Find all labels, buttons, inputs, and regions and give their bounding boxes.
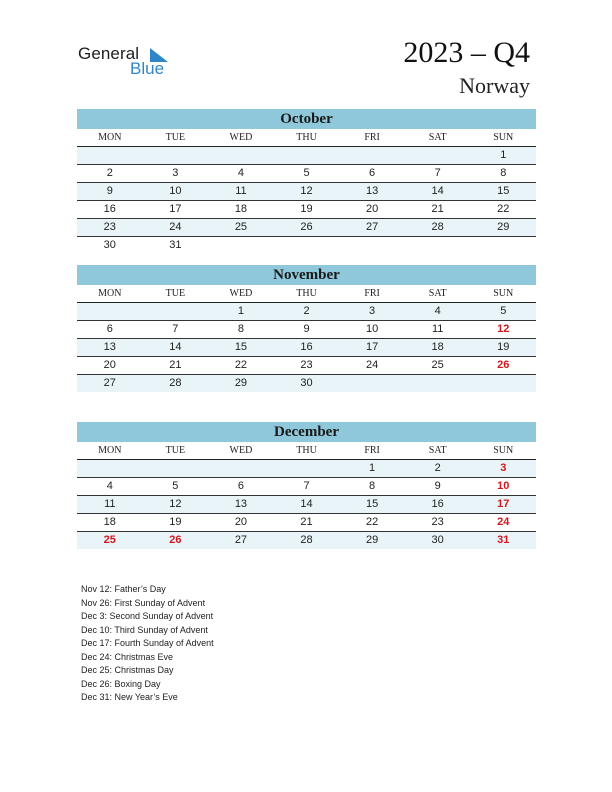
day-cell: 1	[500, 149, 507, 161]
empty-day-cell	[339, 147, 405, 164]
empty-day-cell	[470, 375, 536, 392]
day-cell: 16	[300, 341, 313, 353]
week-row	[77, 532, 536, 549]
week-row	[77, 219, 536, 237]
day-cell: 25	[234, 221, 248, 233]
week-row	[77, 460, 536, 478]
weekday-label: WED	[229, 288, 253, 299]
country-name: Norway	[459, 73, 530, 98]
month-october	[77, 109, 536, 254]
day-cell: 30	[431, 534, 444, 546]
day-cell: 1	[369, 462, 376, 474]
weekday-label: WED	[229, 132, 253, 143]
day-cell: 20	[365, 203, 379, 215]
week-row	[77, 237, 536, 254]
day-cell: 4	[106, 480, 113, 492]
holiday-note: Dec 31: New Year’s Eve	[81, 692, 178, 702]
day-cell: 17	[365, 341, 379, 353]
day-cell: 23	[431, 516, 444, 528]
day-cell: 30	[103, 239, 116, 251]
day-cell: 8	[237, 323, 244, 335]
day-cell: 28	[431, 221, 444, 233]
day-cell: 5	[500, 305, 507, 317]
weekday-label: FRI	[364, 288, 380, 299]
empty-day-cell	[208, 237, 274, 254]
empty-day-cell	[339, 375, 405, 392]
holiday-note: Nov 26: First Sunday of Advent	[81, 597, 206, 608]
day-cell: 13	[103, 341, 116, 353]
week-row	[77, 375, 536, 392]
holiday-note: Nov 12: Father’s Day	[81, 584, 166, 594]
day-cell: 24	[169, 221, 182, 233]
week-row	[77, 183, 536, 201]
day-cell: 3	[369, 305, 376, 317]
day-cell: 31	[169, 239, 182, 251]
weekday-label: TUE	[165, 288, 186, 299]
day-cell: 13	[234, 498, 248, 510]
day-cell: 9	[106, 185, 113, 197]
day-cell: 25	[431, 359, 444, 371]
general-blue-logo	[78, 44, 178, 80]
day-cell: 22	[365, 516, 379, 528]
holiday-day-cell: 25	[103, 534, 116, 546]
weekday-label: TUE	[165, 445, 186, 456]
day-cell: 21	[300, 516, 313, 528]
holiday-day-cell: 12	[497, 323, 510, 335]
week-row	[77, 201, 536, 219]
empty-day-cell	[274, 237, 340, 254]
month-december	[77, 422, 536, 549]
weekday-label: TUE	[165, 132, 186, 143]
month-november	[77, 265, 536, 392]
holiday-notes	[81, 583, 214, 705]
empty-day-cell	[339, 237, 405, 254]
day-cell: 15	[365, 498, 379, 510]
day-cell: 5	[303, 167, 310, 179]
day-cell: 13	[365, 185, 379, 197]
empty-day-cell	[405, 237, 471, 254]
empty-day-cell	[208, 460, 274, 477]
day-cell: 6	[369, 167, 376, 179]
month-title: November	[77, 265, 536, 285]
holiday-day-cell: 26	[497, 359, 510, 371]
day-cell: 19	[300, 203, 313, 215]
weekday-header-row	[77, 129, 536, 147]
day-cell: 19	[169, 516, 182, 528]
day-cell: 2	[303, 305, 310, 317]
day-cell: 8	[369, 480, 376, 492]
day-cell: 5	[172, 480, 179, 492]
day-cell: 2	[434, 462, 441, 474]
day-cell: 24	[365, 359, 379, 371]
holiday-day-cell: 26	[169, 534, 182, 546]
holiday-day-cell: 24	[497, 516, 510, 528]
day-cell: 15	[234, 341, 248, 353]
week-row	[77, 357, 536, 375]
day-cell: 18	[234, 203, 248, 215]
day-cell: 18	[103, 516, 116, 528]
day-cell: 4	[237, 167, 244, 179]
empty-day-cell	[274, 460, 340, 477]
page-title: 2023 – Q4	[403, 36, 530, 69]
weekday-label: MON	[98, 445, 122, 456]
week-row	[77, 514, 536, 532]
day-cell: 21	[169, 359, 182, 371]
holiday-day-cell: 3	[500, 462, 507, 474]
day-cell: 4	[434, 305, 441, 317]
day-cell: 14	[300, 498, 313, 510]
weekday-label: SUN	[493, 288, 514, 299]
day-cell: 2	[106, 167, 113, 179]
weekday-label: WED	[229, 445, 253, 456]
day-cell: 12	[300, 185, 313, 197]
holiday-day-cell: 10	[497, 480, 510, 492]
holiday-note: Dec 26: Boxing Day	[81, 678, 161, 689]
day-cell: 11	[104, 498, 116, 510]
day-cell: 12	[169, 498, 182, 510]
empty-day-cell	[274, 147, 340, 164]
empty-day-cell	[77, 303, 143, 320]
day-cell: 1	[237, 305, 244, 317]
day-cell: 28	[300, 534, 313, 546]
weekday-header-row	[77, 442, 536, 460]
day-cell: 22	[497, 203, 510, 215]
day-cell: 22	[234, 359, 248, 371]
weekday-label: SUN	[493, 445, 514, 456]
week-row	[77, 496, 536, 514]
week-row	[77, 321, 536, 339]
day-cell: 7	[172, 323, 179, 335]
weekday-label: SAT	[428, 132, 447, 143]
day-cell: 23	[300, 359, 313, 371]
day-cell: 20	[103, 359, 116, 371]
day-cell: 16	[431, 498, 444, 510]
weekday-header-row	[77, 285, 536, 303]
day-cell: 8	[500, 167, 507, 179]
day-cell: 29	[234, 377, 248, 389]
empty-day-cell	[143, 147, 209, 164]
day-cell: 23	[103, 221, 116, 233]
empty-day-cell	[143, 460, 209, 477]
day-cell: 17	[169, 203, 182, 215]
day-cell: 15	[497, 185, 510, 197]
day-cell: 9	[303, 323, 310, 335]
day-cell: 7	[303, 480, 310, 492]
empty-day-cell	[77, 147, 143, 164]
empty-day-cell	[405, 147, 471, 164]
empty-day-cell	[143, 303, 209, 320]
week-row	[77, 339, 536, 357]
holiday-day-cell: 31	[497, 534, 510, 546]
holiday-note: Dec 3: Second Sunday of Advent	[81, 611, 214, 621]
weekday-label: MON	[98, 288, 122, 299]
day-cell: 7	[434, 167, 441, 179]
day-cell: 14	[169, 341, 182, 353]
empty-day-cell	[405, 375, 471, 392]
weekday-label: FRI	[364, 132, 380, 143]
day-cell: 29	[365, 534, 379, 546]
day-cell: 27	[234, 534, 248, 546]
month-title: October	[77, 109, 536, 129]
holiday-note: Dec 10: Third Sunday of Advent	[81, 624, 208, 635]
weekday-label: MON	[98, 132, 122, 143]
day-cell: 3	[172, 167, 179, 179]
day-cell: 21	[431, 203, 444, 215]
day-cell: 27	[103, 377, 116, 389]
week-row	[77, 165, 536, 183]
day-cell: 6	[106, 323, 113, 335]
weekday-label: THU	[296, 445, 317, 456]
day-cell: 30	[300, 377, 313, 389]
day-cell: 11	[235, 185, 247, 197]
week-row	[77, 478, 536, 496]
empty-day-cell	[470, 237, 536, 254]
weekday-label: SAT	[428, 288, 447, 299]
empty-day-cell	[77, 460, 143, 477]
week-row	[77, 303, 536, 321]
day-cell: 26	[300, 221, 313, 233]
weekday-label: SAT	[428, 445, 447, 456]
holiday-note: Dec 25: Christmas Day	[81, 665, 174, 675]
holiday-note: Dec 17: Fourth Sunday of Advent	[81, 638, 214, 648]
day-cell: 6	[237, 480, 244, 492]
day-cell: 10	[169, 185, 182, 197]
week-row	[77, 147, 536, 165]
weekday-label: THU	[296, 132, 317, 143]
day-cell: 11	[431, 323, 444, 335]
day-cell: 29	[497, 221, 510, 233]
day-cell: 9	[434, 480, 441, 492]
day-cell: 20	[234, 516, 248, 528]
empty-day-cell	[208, 147, 274, 164]
weekday-label: THU	[296, 288, 317, 299]
weekday-label: FRI	[364, 445, 380, 456]
logo-text-general: General	[78, 44, 140, 63]
day-cell: 18	[431, 341, 444, 353]
day-cell: 14	[431, 185, 444, 197]
month-title: December	[77, 422, 536, 442]
logo-text-blue: Blue	[130, 59, 165, 78]
day-cell: 19	[497, 341, 510, 353]
day-cell: 16	[103, 203, 116, 215]
holiday-note: Dec 24: Christmas Eve	[81, 651, 174, 662]
day-cell: 10	[365, 323, 379, 335]
holiday-day-cell: 17	[497, 498, 510, 510]
day-cell: 27	[365, 221, 379, 233]
weekday-label: SUN	[493, 132, 514, 143]
day-cell: 28	[169, 377, 182, 389]
